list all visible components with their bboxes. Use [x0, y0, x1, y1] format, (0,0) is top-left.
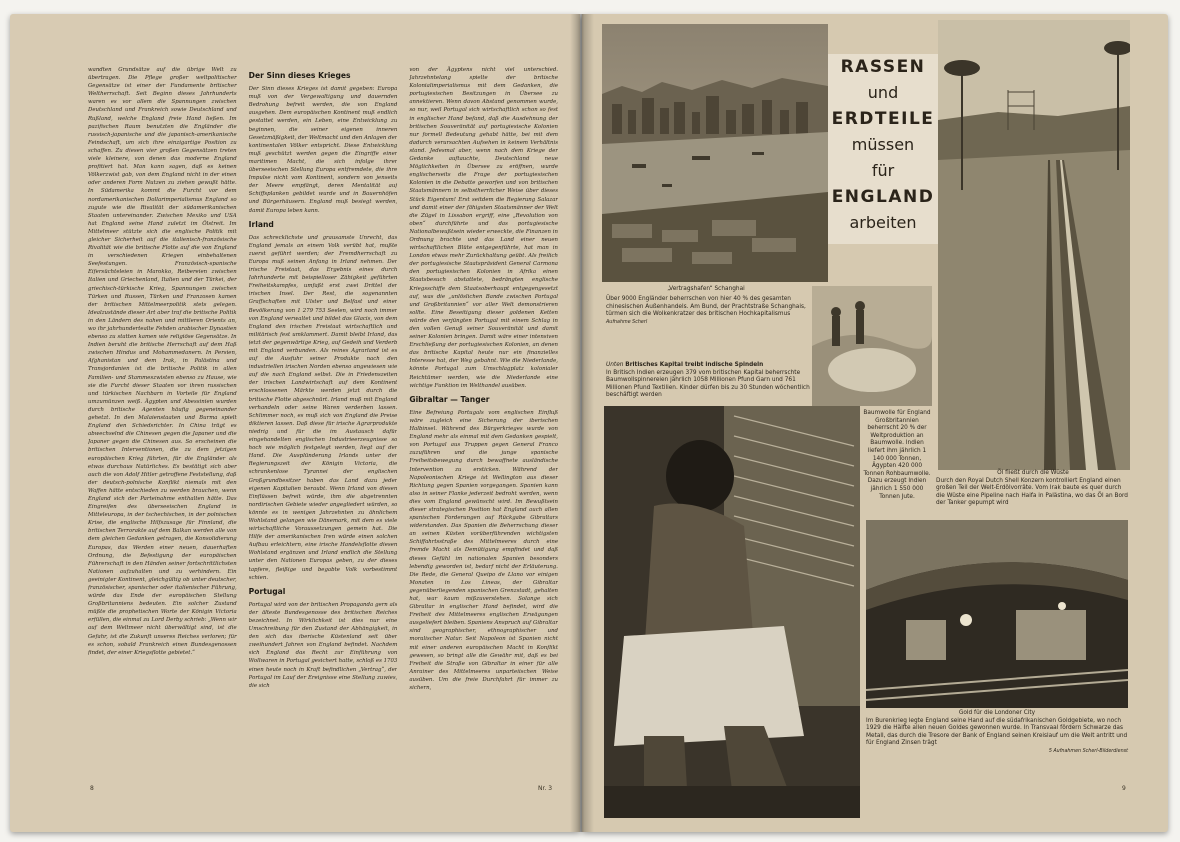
paragraph: Das schrecklichste und grausamste Unrecht, das England jemals an einem Volk verübt hat, mußte zuerst geführt werden; der Fremdherrschaft zu Europa muß seinen Anfang in Irland nehmen. Der irische Freistaat, das Ergebnis eines durch Jahrhunderte mit beispielloser Zähigkeit geführten Freiheitskampfes, umfaßt erst zwei Drittel der irischen Insel. Der Rest, die sogenannten Graffschaften mit Ulster und Belfast und einer Bevölkerung von 1 279 753 Seelen, wird noch immer von England verwaltet und bildet das Glacis, von dem England den irischen Freistaat wirtschaftlich und militärisch fest umklammert. Damit bleibt Irland, das jetzt der gegenwärtige Krieg, auf Gedeih und Verderb mit England verbunden. Als reines Agrarland ist es auf die Ausfuhr seiner Produkte nach den industriellen irischen Norden ebenso angewiesen wie auf die nach England selbst. Die in Friedenszeiten der irischen Landwirtschaft auf dem Kontinent erschlossenen Märkte werden jetzt durch die britische Flotte abgeschnürt. Irland muß mit England verhandeln oder seine Waren verderben lassen. Schlimmer noch, es muß sich von England die Preise diktieren lassen. Daß diese für irische Agrarprodukte niedrig und für die im Austausch dafür eingehandelten englischen Industrieerzeugnisse so hoch wie möglich festgelegt werden, liegt auf der Hand. Die Ausplünderung Irlands unter der Regierungszeit der Königin Victoria, die schrankenlose Tyrannei der englischen Großgrundbesitzer haben das Land dazu jeder eigenen Kapitalien beraubt. Wenn Irland von diesen Einflüssen befreit würde, ihm die abgetrennten nordirischen Gebiete wieder angegliedert würden, so könnte es in wenigen Jahrzehnten zu ähnlichem Wohlstand gelangen wie Dänemark, mit dem es viele wirtschaftliche Voraussetzungen gemein hat. Die Hilfe der amerikanischen Iren würde einen solchen Aufbau erleichtern, eine irische Handelsflotte diesen Wohlstand ergänzen und Irland endlich die Stellung unter den Nationen Europas geben, zu der dieses tapfere, fleißige und begabte Volk vorbestimmt schien. [248, 234, 398, 581]
caption-cotton-title: Baumwolle für England [863, 410, 931, 416]
title-word-fuer: für [871, 161, 895, 180]
text-column-3 [409, 66, 558, 786]
caption-india-text: In Britisch Indien erzeugen 379 vom britischen Kapital beherrschte Baumwollspinnereien jährlich 1058 Millionen Pfund Garn und 761 Millionen Pfund Textilien. Kinder dürfen bis zu 30 Stunden wöchentlich beschäftigt werden [606, 369, 810, 399]
page-number-left: 8 [90, 785, 94, 792]
paragraph: wandten Grundsätze auf die übrige Welt zu übertragen. Die Pflege großer weltpolitischer Gegensätze ist einer der Fundamente britischer Weltherrschaft. Seit Beginn dieses Jahrhunderts waren es vor allem die Spannungen zwischen Deutschland und Frankreich sowie Deutschland und Rußland, welche England freie Hand ließen. Im pazifischen Raum benutzten die Engländer die russisch-japanische und die japanisch-amerikanische Feindschaft, um sich ihre einzigartige Position zu schaffen. Zu diesen vier großen Gegensätzen treten viele kleinere, von denen das moderne England profitiert hat. Man kann sagen, daß es keinen Völkerzwist gab, von dem England nicht in der einen oder anderen Form Nutzen zu ziehen gewußt hätte. In Südamerika kommt die Furcht vor dem nordamerikanischen Dollarimperialismus England so zugute wie die Rivalität der südamerikanischen Staaten untereinander. Zwischen Mexiko und USA hat England seine Hand zuletzt im Ölstreit. Im Mittelmeer stützte sich die englische Politik mit gleicher Sicherheit auf die italienisch-französische Rivalität wie die britische Flotte auf die von England in verschiedenen Kriegen einbehaltenen Seefestungen. Französisch-spanische Eifersüchteleien in Marokko, Reibereien zwischen Italien und Griechenland, Italien und der Türkei, der griechisch-türkische Krieg, Spannungen zwischen Türken und Russen, Türken und Franzosen kamen der britischen Mittelmeerpolitik stets gelegen. Idealzustände dieser Art aber traf die britische Politik in den Ländern des nahen und mittleren Orients an, wo ihr jahrhundertealte Fehden arabischer Dynastien ebenso zu statten kamen wie religiöse Gegensätze. In Indien beruht die britische Herrschaft auf dem Haß zwischen Hindus und Mohammedanern. In Persien, Afghanistan und dem Irak, in Palästina und Transjordanien ist die britische Politik in allen Familien- und Stammeszwisten ebenso zu Hause, wie sie die Furcht dieser Staaten vor ihren russischen und türkischen Nachbarn in Vorteile für England umzumünzen weiß. Ägypten und Abessinien wurden durch britische Agenten häufig gegeneinander gehetzt. In den Malaienstaaten und Burma spielt England den Schiedsrichter. In China trägt es abwechselnd die Chinesen gegen die Japaner und die Japaner gegen die Chinesen aus. So erscheinen die britischen Interventionen, die zu dem jetzigen europäischen Krieg führten, für die Engländer als etwas durchaus Natürliches. Es bestätigt sich aber auch die von Adolf Hitler getroffene Feststellung, daß der deutsch-polnische Konflikt niemals mit den Waffen hätte entschieden zu werden brauchen, wenn England sich der Parteinahme enthalten hätte. Das Eingreifen des überseeischen England in Mitteleuropa, in der tschechischen, in der polnischen Krise, die englische Hilfszusage für Finnland, die britischen Terrorakte auf dem Balkan werden alle von dem gleichen Gedanken getragen, die Konsolidierung Europas, das Werden einer neuen, dauerhaften Ordnung, die Befestigung der europäischen Führerschaft in den Händen seiner fortschrittlichsten Nationen aufzuhalten und zu verhindern. Ein geeinigter Kontinent, gleichgültig ob unter deutscher, französischer, spanischer oder italienischer Führung, würde das Ende der europäischen Stellung Großbritanniens bedeuten. Ein solcher Zustand müßte die prophetischen Worte der Königin Victoria erfüllen, die einmal zu Lord Derby schrieb: „Wenn wir auf dem Weltmeer nicht überwältigt sind, ist die Gefahr, ist die Zukunft unseres Reiches verloren; für es schon, sobald Frankreich einen Bundesgenossen findet, der einer Kriegsflotte gebietet.“ [88, 67, 237, 656]
caption-gold [866, 710, 1128, 756]
section-heading-irland: Irland [248, 219, 274, 229]
title-word-rassen: RASSEN [840, 57, 926, 77]
caption-oil-text: Durch den Royal Dutch Shell Konzern kontrolliert England einen großen Teil der Welt-Erdölvorräte. Vom Irak baute es quer durch die Wüste eine Pipeline nach Haifa in Palästina, wo das Öl an Bord der Tanker gepumpt wird [936, 477, 1128, 507]
left-page [10, 14, 580, 832]
section-heading-sinn: Der Sinn dieses Krieges [248, 71, 351, 80]
caption-gold-title: Gold für die Londoner City [958, 710, 1036, 716]
right-page [582, 14, 1168, 832]
text-column-1 [88, 66, 237, 786]
caption-shanghai-credit: Aufnahme Scherl [606, 319, 648, 325]
shanghai-photo [602, 24, 828, 282]
title-word-england: ENGLAND [831, 187, 935, 207]
issue-number: Nr. 3 [538, 785, 553, 792]
caption-shanghai-text: Über 9000 Engländer beherrschen von hier 40 % des gesamten chinesischen Außenhandels. Am Bund, der Prachtstraße Schanghais, türmen sich die Wolkenkratzer des britischen Hochkapitalismus [606, 296, 806, 318]
section-heading-portugal: Portugal [248, 586, 286, 596]
pipeline-photo [938, 20, 1130, 470]
caption-oil-title: Öl fließt durch die Wüste [997, 470, 1069, 476]
caption-gold-text: Im Burenkrieg legte England seine Hand auf die südafrikanischen Goldgebiete, wo noch 1929 die Hälfte allen neuen Goldes gewonnen wurde. In Transvaal fördern Schwarze das Metall, das durch die Tresore der Bank of England seinen Kreislauf um die Welt antritt und für England Zinsen trägt [866, 717, 1128, 747]
magazine-spread [10, 14, 1170, 832]
gold-mine-photo [866, 520, 1128, 708]
caption-shanghai [606, 296, 806, 326]
title-word-arbeiten: arbeiten [849, 213, 917, 232]
text-column-2 [249, 66, 398, 786]
paragraph: von der Ägyptens nicht viel unterschied. Jahrzehntelang spielte der britische Kolonialimperialismus mit dem Gedanken, die portugiesischen Besitzungen in Übersee zu annektieren. Wenn davon Abstand genommen wurde, so nur, weil Portugal sich wirtschaftlich schon so fest in englischer Hand befand, daß die Ausdehnung der britischen Souveränität auf portugiesische Kolonien nur formell Bedeutung gehabt hätte, bei mit dem dadurch verursachten Aufsehen in keinem Verhältnis stand. Jedesmal aber, wenn nach dem Kriege der Gedanke auftauchte, Deutschland neue Möglichkeiten in Übersee zu eröffnen, wurde englischerseits die Frage der portugiesischen Kolonien in die Debatte geworfen und von britischen Staatsmännern in selbstherrlicher Weise über dieses Stück Eigentum! Erst seitdem die Regierung Salazar und damit einer der fähigsten Staatsmänner der Welt die Zügel in Lissabon ergriff, eine „Revolution von oben“ durchführte und das portugiesische Nationalbewußtsein wieder erweckte, die Finanzen in Ordnung brachte und das Land einer neuen wirtschaftlichen Blüte entgegenführte, hat man in London etwas mehr Zurückhaltung geübt. Als freilich der portugiesische Staatspräsident General Carmona den portugiesischen Kolonien in Afrika einen Staatsbesuch abstattete, bedrängten englische Kriegsschiffe dem Staatsoberhaupt entgegengesetzt auf, was die „unlöslichen Bande zwischen Portugal und Großbritannien“ vor aller Welt demonstrieren sollte. Eine Beseitigung dieser goldenen Ketten würde den verjüngten Portugal mit einem Schlag in den vollen Genuß seiner Souveränität und damit seiner Kolonien bringen. Damit wäre einer intensiven Erschließung der portugiesischen Kolonien, an denen das britische Kapital heute nur ein finanzielles Interesse hat, der Weg gebahnt. Wie die Niederlande, könnte Portugal zum Umschlagplatz kolonialer Reichtümer werden, wie die Niederlande eine wichtige Funktion im Welthandel ausüben. [409, 67, 559, 389]
loom-worker-photo [604, 406, 860, 818]
title-word-und: und [867, 83, 899, 102]
page-number-right: 9 [1122, 785, 1126, 792]
paragraph: Portugal wird von der britischen Propaganda gern als der älteste Bundesgenosse des britischen Reiches bezeichnet. In Wirklichkeit ist dies nur eine Umschreibung für den Zustand der Abhängigkeit, in den sich das iberische Küstenland seit über zweihundert Jahren von England befindet. Nachdem sich England das Recht zur Einführung von Wollwaren in Portugal gesichert hatte, schloß es 1703 einen heute noch in Kraft befindlichen „Vertrag“, der Portugal im Lauf der Ereignisse eine Stellung zuwies, die sich [248, 601, 398, 689]
cotton-workers-photo [812, 286, 932, 406]
title-word-erdteile: ERDTEILE [831, 109, 935, 129]
caption-cotton-text: Großbritannien beherrscht 20 % der Weltproduktion an Baumwolle. Indien liefert ihm jährlich 1 140 000 Tonnen, Ägypten 420 000 Tonnen Rohbaumwolle. Dazu erzeugt Indien jährlich 1 550 000 Tonnen Jute. [863, 417, 931, 500]
section-heading-gibraltar: Gibraltar — Tanger [409, 394, 490, 404]
text-columns [88, 66, 558, 786]
caption-oil [936, 470, 1130, 508]
caption-cotton [862, 410, 932, 501]
caption-india [606, 362, 810, 400]
paragraph: Der Sinn dieses Krieges ist damit gegeben: Europa muß von der Vergewaltigung und dauernden Bedrohung befreit werden, die von England ausgehen. Dem europäischen Kontinent muß endlich gestattet werden, ein Leben, eine Entwicklung zu beginnen, die seiner eigenen inneren Gesetzmäßigkeit, der Weltmacht und den Anlagen der kontinentalen Völker entspricht. Diese Entwicklung muß geschützt werden gegen die Eingriffe einer maritimen Macht, die sich infolge ihrer überseeischen Stellung Europa entfremdete, die ihre Impulse nicht vom Kontinent, sondern von jenseits der Meere empfängt, deren Mentalität auf Schiffsplanken gebildet wurde und in Bauernhöfen und Bürgerhäusern. England muß besiegt werden, damit Europa leben kann. [248, 86, 398, 214]
caption-gold-credit: 5 Aufnahmen Scherl-Bilderdienst [1048, 748, 1128, 754]
book-gutter [570, 14, 594, 832]
caption-india-lead: Unten [606, 362, 624, 368]
title-block [828, 54, 938, 244]
title-word-muessen: müssen [851, 135, 915, 154]
caption-india-title: Britisches Kapital treibt indische Spindeln [625, 362, 764, 368]
caption-shanghai-title: „Vertragshafen“ Schanghai [667, 286, 745, 292]
paragraph: Eine Befreiung Portugals vom englischen Einfluß wäre zugleich eine Sicherung der iberischen Halbinsel. Während des Bürgerkrieges wurde von England mehr als einmal mit dem Gedanken gespielt, von Portugal aus Truppen gegen General Franco zuzuführen und die junge spanische Freiheitsbewegung durch bewaffnete ausländische Intervention zu ersticken. Während der Napoleonischen Kriege ist Wellington aus dieser Richtung gegen Spanien vorgegangen. Spanien kann also in seiner Flanke jederzeit bedroht werden, wenn dies vom England gewünscht wird. Im Bewußtsein dieser strategischen Position hat England auch allen spanischen Forderungen auf Rückgabe Gibraltars widerstanden. Das Spanien die Beherrschung dieser an seinen Küsten vorüberführenden wichtigsten Schiffahrtsstraße des Mittelmeeres durch eine fremde Macht als Demütigung empfindet und daß dieses Gefühl im nationalen Spanien besonders lebendig geworden ist, bedarf nicht der Erläuterung. Die Rede, die General Queipo de Llano vor einigen Monaten in Los Lineas, der Gibraltar gegenüberliegenden spanischen Grenzstadt, gehalten hat, war kaum mißzuverstehen. Solange sich Gibraltar in englischer Hand befindet, wird die Freiheit des Mittelmeeres englischen Erwägungen ausgeliefert bleiben. Spaniens Anspruch auf Gibraltar sind geographischer, ethnographischer und moralischer Natur. Seit Napoleon ist Spanien nicht mit einer anderen europäischen Macht in Konflikt gewesen, so bringt alle die Gewähr mit, daß es bei Freiheit die Straße von Gibraltar in einer für alle Anrainer des Mittelmeeres unparteiischen Weise ausüben. Um die freie Durchfahrt für immer zu sichern, [409, 409, 559, 692]
